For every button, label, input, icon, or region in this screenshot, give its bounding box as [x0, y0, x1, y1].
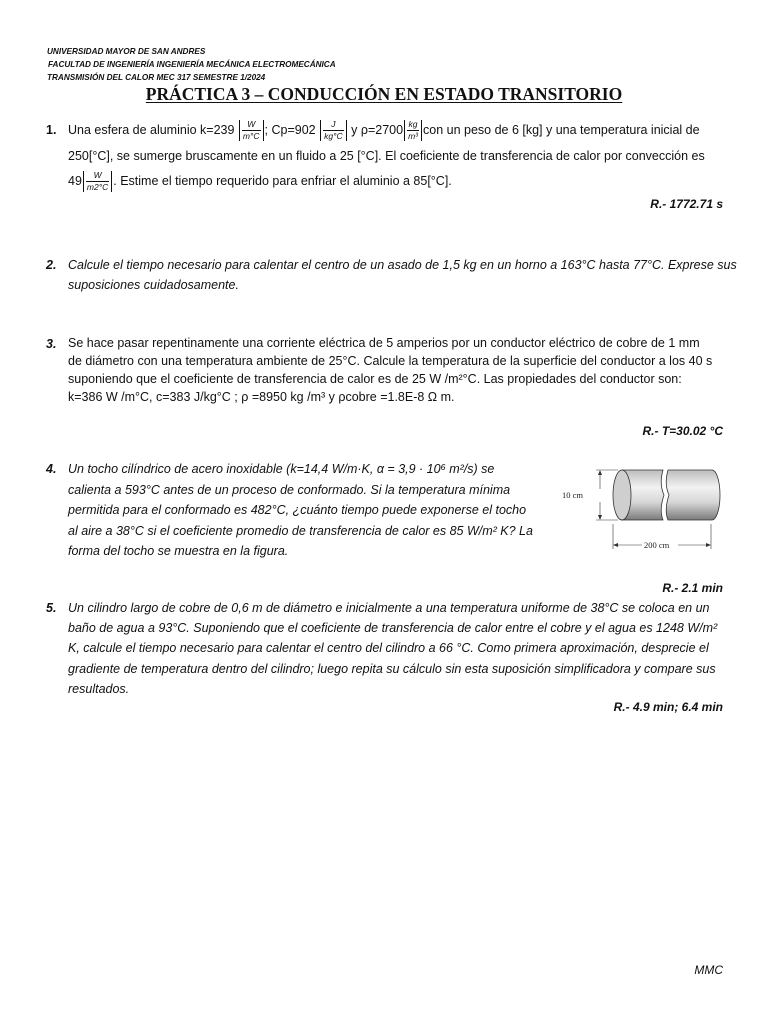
unit-fraction-w-mc: $\frac{W}{m^\circ C}$ — [239, 120, 264, 141]
problem-4-line-5: forma del tocho se muestra en la figura. — [68, 544, 289, 558]
problem-4-text — [68, 459, 533, 562]
problem-1-text-e: 49 — [68, 174, 82, 188]
problem-3-line-4: k=386 W /m°C, c=383 J/kg°C ; ρ =8950 kg /m³ y ρcobre =1.8E-8 Ω m. — [68, 390, 455, 404]
problem-5-text — [68, 598, 724, 699]
problem-3-line-1: Se hace pasar repentinamente una corriente eléctrica de 5 amperios por un conductor eléctrico de cobre de 1 mm — [68, 336, 700, 350]
unit-fraction-w-m2c: $\frac{W}{m2^\circ C}$ — [83, 171, 112, 192]
problem-1-text-d: con un peso de 6 [kg] y una temperatura inicial de — [423, 123, 700, 137]
problem-1-text-b: ; Cp=902 — [264, 123, 316, 137]
cylinder-right-segment — [666, 470, 720, 520]
problem-2-line-2: suposiciones cuidadosamente. — [68, 278, 239, 292]
problem-2-text — [68, 255, 737, 295]
unit-fraction-j-kgc: $\frac{J}{kg^\circ C}$ — [320, 120, 347, 141]
problem-1-number: 1. — [46, 123, 57, 137]
problem-3-answer: R.- T=30.02 °C — [642, 424, 723, 438]
height-label: 10 cm — [562, 490, 584, 500]
length-label: 200 cm — [644, 540, 670, 550]
cylinder-left-segment — [613, 470, 664, 520]
problem-1-text-c: y ρ=2700 — [351, 123, 404, 137]
header-course: TRANSMISIÓN DEL CALOR MEC 317 SEMESTRE 1/2024 — [47, 73, 266, 82]
problem-5-answer: R.- 4.9 min; 6.4 min — [613, 700, 723, 714]
problem-4-line-1: Un tocho cilíndrico de acero inoxidable (k=14,4 W/m·K, α = 3,9 · 10⁶ m²/s) se — [68, 462, 495, 476]
problem-2-line-1: Calcule el tiempo necesario para calentar el centro de un asado de 1,5 kg en un horno a 163°C hasta 77°C. Exprese sus — [68, 258, 737, 272]
problem-3-number: 3. — [46, 337, 57, 351]
problem-1-line-2: 250[°C], se sumerge bruscamente en un fluido a 25 [°C]. El coeficiente de transferencia de calor por convección es — [68, 149, 705, 163]
header-faculty: FACULTAD DE INGENIERÍA INGENIERÍA MECÁNICA ELECTROMECÁNICA — [48, 60, 336, 69]
billet-figure — [560, 462, 728, 552]
problem-1-text-f: . Estime el tiempo requerido para enfriar el aluminio a 85[°C]. — [113, 174, 452, 188]
problem-5-line-2: baño de agua a 93°C. Suponiendo que el coeficiente de transferencia de calor entre el cobre y el agua es 1248 W/m² — [68, 621, 718, 636]
footer-initials: MMC — [694, 963, 723, 977]
problem-4-number: 4. — [46, 462, 57, 476]
problem-3-line-3: suponiendo que el coeficiente de transferencia de calor es de 25 W /m²°C. Las propiedades del conductor son: — [68, 372, 682, 386]
problem-2-number: 2. — [46, 258, 57, 272]
length-dimension — [613, 524, 711, 550]
problem-5-line-3: K, calcule el tiempo necesario para calentar el centro del cilindro a 66 °C. Como primera aproximación, desprecie el — [68, 641, 709, 656]
problem-4-answer: R.- 2.1 min — [662, 581, 723, 595]
problem-5-number: 5. — [46, 601, 57, 615]
unit-fraction-kg-m3: $\frac{kg}{\text{m³}}$ — [404, 120, 422, 141]
problem-4-line-3: permitida para el conformado es 482°C, ¿cuánto tiempo puede exponerse el tocho — [68, 503, 527, 517]
problem-5-line-5: resultados. — [68, 681, 130, 696]
problem-5-line-4: gradiente de temperatura dentro del cilindro; luego repita su cálculo sin esta suposición simplificadora y compare sus — [68, 661, 716, 676]
problem-3-text — [68, 334, 724, 406]
problem-4-line-4: al aire a 38°C si el coeficiente promedio de transferencia de calor es 85 W/m² K? La — [68, 523, 533, 538]
problem-1-answer: R.- 1772.71 s — [650, 197, 723, 211]
problem-5-line-1: Un cilindro largo de cobre de 0,6 m de diámetro e inicialmente a una temperatura uniforme de 38°C se coloca en un — [68, 601, 710, 615]
page-title: PRÁCTICA 3 – CONDUCCIÓN EN ESTADO TRANSITORIO — [145, 84, 623, 104]
height-dimension — [562, 470, 618, 520]
problem-3-line-2: de diámetro con una temperatura ambiente de 25°C. Calcule la temperatura de la superficie del conductor a los 40 s — [68, 354, 713, 368]
header-university: UNIVERSIDAD MAYOR DE SAN ANDRES — [47, 47, 206, 56]
problem-4-line-2: calienta a 593°C antes de un proceso de conformado. Si la temperatura mínima — [68, 482, 511, 497]
problem-1-text — [68, 116, 724, 194]
problem-1-text-a: Una esfera de aluminio k=239 — [68, 123, 235, 137]
